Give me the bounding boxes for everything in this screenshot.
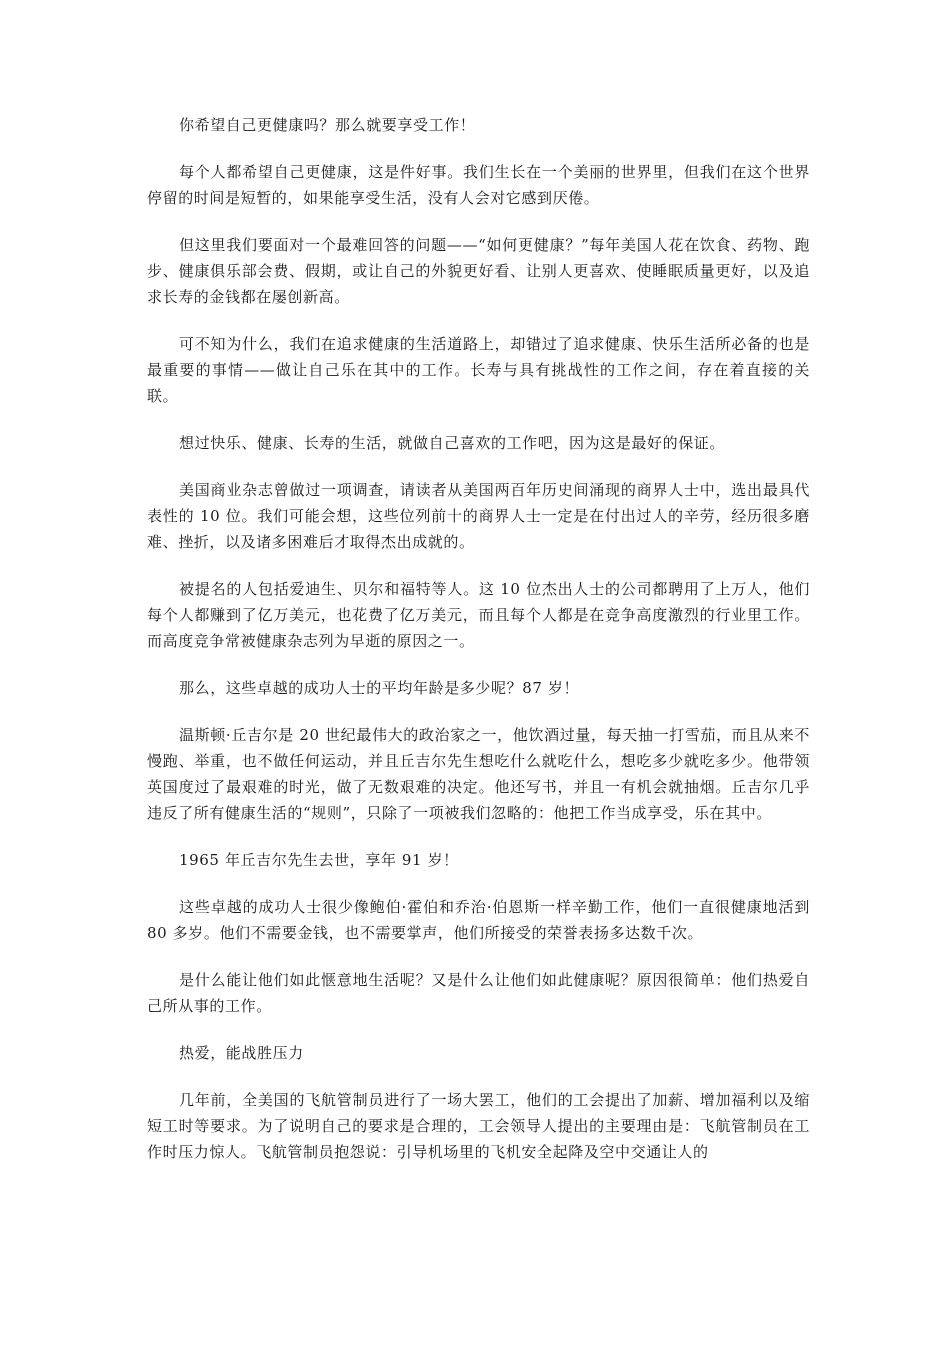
- paragraph: 可不知为什么，我们在追求健康的生活道路上，却错过了追求健康、快乐生活所必备的也是最重要的事情——做让自己乐在其中的工作。长寿与具有挑战性的工作之间，存在着直接的关联。: [147, 335, 810, 405]
- document-page: [147, 112, 810, 1186]
- paragraph: 那么，这些卓越的成功人士的平均年龄是多少呢？87 岁！: [179, 679, 580, 697]
- paragraph: 美国商业杂志曾做过一项调查，请读者从美国两百年历史间涌现的商界人士中，选出最具代表性的 10 位。我们可能会想，这些位列前十的商界人士一定是在付出过人的辛劳，经历很多磨难、挫折，以及诸多困难后才取得杰出成就的。: [147, 481, 810, 551]
- paragraph: 温斯顿·丘吉尔是 20 世纪最伟大的政治家之一，他饮酒过量，每天抽一打雪茄，而且从来不慢跑、举重，也不做任何运动，并且丘吉尔先生想吃什么就吃什么，想吃多少就吃多少。他带领英国度过了最艰难的时光，做了无数艰难的决定。他还写书，并且一有机会就抽烟。丘吉尔几乎违反了所有健康生活的“规则”，只除了一项被我们忽略的：他把工作当成享受，乐在其中。: [147, 726, 810, 822]
- paragraph: 想过快乐、健康、长寿的生活，就做自己喜欢的工作吧，因为这是最好的保证。: [179, 434, 726, 452]
- paragraph: 1965 年丘吉尔先生去世，享年 91 岁！: [179, 851, 459, 869]
- paragraph: 每个人都希望自己更健康，这是件好事。我们生长在一个美丽的世界里，但我们在这个世界停留的时间是短暂的，如果能享受生活，没有人会对它感到厌倦。: [147, 163, 810, 207]
- paragraph: 但这里我们要面对一个最难回答的问题——“如何更健康？”每年美国人花在饮食、药物、跑步、健康俱乐部会费、假期，或让自己的外貌更好看、让别人更喜欢、使睡眠质量更好，以及追求长寿的金钱都在屡创新高。: [147, 236, 810, 306]
- paragraph: 几年前，全美国的飞航管制员进行了一场大罢工，他们的工会提出了加薪、增加福利以及缩短工时等要求。为了说明自己的要求是合理的，工会领导人提出的主要理由是：飞航管制员在工作时压力惊人。飞航管制员抱怨说：引导机场里的飞机安全起降及空中交通让人的: [147, 1091, 810, 1161]
- paragraph: 被提名的人包括爱迪生、贝尔和福特等人。这 10 位杰出人士的公司都聘用了上万人，他们每个人都赚到了亿万美元，也花费了亿万美元，而且每个人都是在竞争高度激烈的行业里工作。而高度竞争常被健康杂志列为早逝的原因之一。: [147, 580, 810, 650]
- section-heading: 热爱，能战胜压力: [179, 1044, 304, 1062]
- paragraph: 这些卓越的成功人士很少像鲍伯·霍伯和乔治·伯恩斯一样辛勤工作，他们一直很健康地活到 80 多岁。他们不需要金钱，也不需要掌声，他们所接受的荣誉表扬多达数千次。: [147, 898, 810, 942]
- paragraph: 是什么能让他们如此惬意地生活呢？又是什么让他们如此健康呢？原因很简单：他们热爱自己所从事的工作。: [147, 971, 810, 1015]
- heading-line: 你希望自己更健康吗？那么就要享受工作！: [179, 116, 476, 134]
